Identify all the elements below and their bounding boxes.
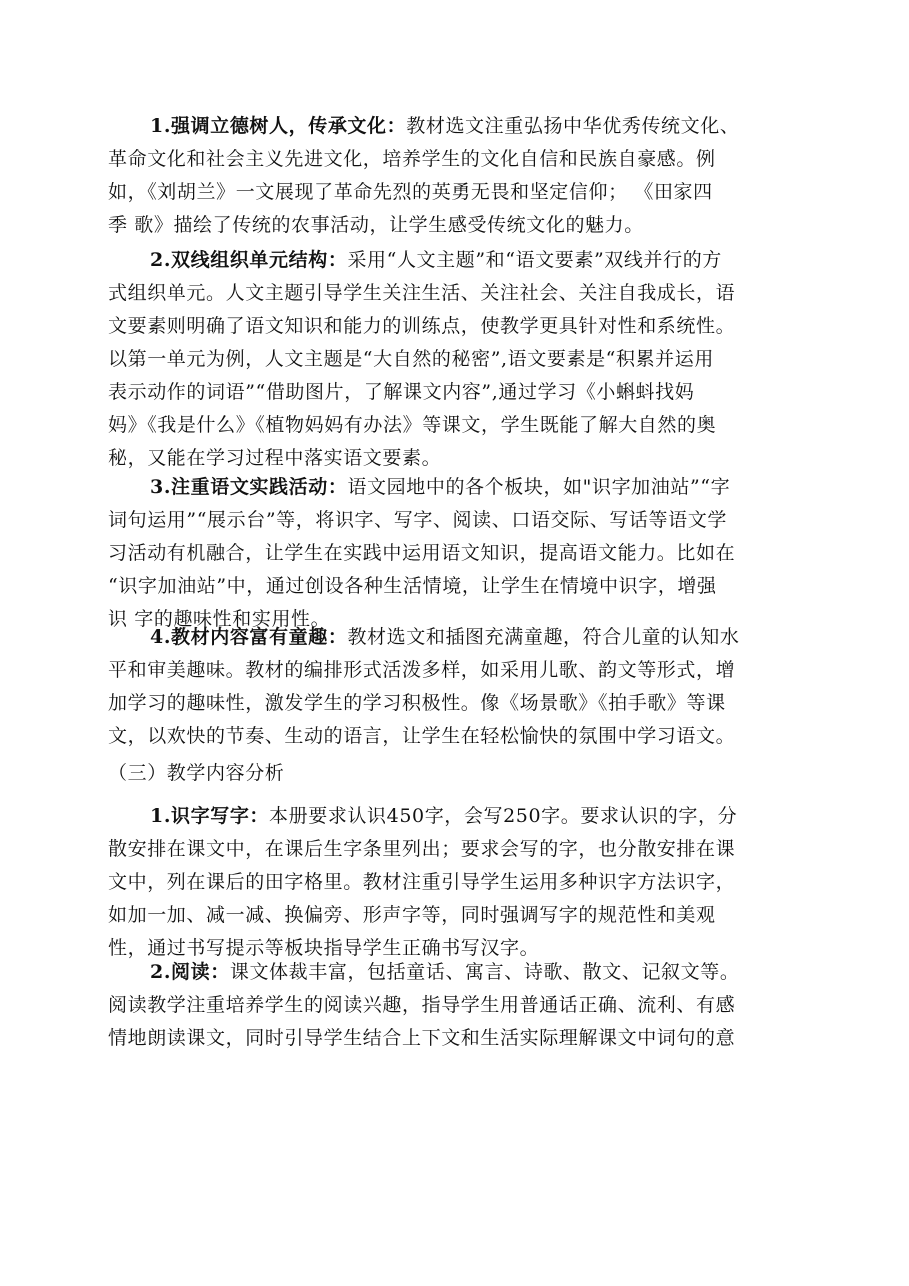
paragraph-text: 语文园地中的各个板块，如"识字加油站”“字: [347, 476, 731, 498]
paragraph-first-line: [108, 956, 808, 989]
paragraph-text: 采用“人文主题”和“语文要素”双线并行的方: [347, 249, 722, 271]
paragraph-line: 习活动有机融合，让学生在实践中运用语文知识，提高语文能力。比如在: [108, 542, 736, 564]
paragraph-first-line: [108, 471, 808, 504]
paragraph-moral-education: [108, 110, 808, 242]
paragraph-line: 文要素则明确了语文知识和能力的训练点，使教学更具针对性和系统性。: [108, 315, 736, 337]
paragraph-line: 如，《刘胡兰》一文展现了革命先烈的英勇无畏和坚定信仰； 《田家四: [108, 181, 713, 203]
paragraph-line: 文中，列在课后的田字格里。教材注重引导学生运用多种识字方法识字，: [108, 871, 736, 893]
paragraph-first-line: [108, 244, 808, 277]
paragraph-line: 性，通过书写提示等板块指导学生正确书写汉字。: [108, 937, 540, 959]
paragraph-first-line: [108, 800, 808, 833]
paragraph-text: 教材选文注重弘扬中华优秀传统文化、: [406, 115, 740, 137]
paragraph-line: 平和审美趣味。教材的编排形式活泼多样，如采用儿歌、韵文等形式，增: [108, 659, 736, 681]
paragraph-text: 教材选文和插图充满童趣，符合儿童的认知水: [347, 626, 740, 648]
paragraph-heading: 1.强调立德树人，传承文化：: [150, 115, 407, 137]
paragraph-reading: [108, 956, 808, 1055]
paragraph-line: “识字加油站”中，通过创设各种生活情境，让学生在情境中识字，增强: [108, 575, 717, 597]
paragraph-heading: 3.注重语文实践活动：: [150, 476, 348, 498]
paragraph-line: 识 字的趣味性和实用性。: [108, 608, 331, 630]
paragraph-line: 秘，又能在学习过程中落实语文要素。: [108, 447, 442, 469]
paragraph-childlike-content: [108, 621, 808, 753]
paragraph-line: 文，以欢快的节奏、生动的语言，让学生在轻松愉快的氛围中学习语文。: [108, 725, 736, 747]
paragraph-line: 加学习的趣味性，激发学生的学习积极性。像《场景歌》《拍手歌》等课: [108, 692, 726, 714]
paragraph-first-line: [108, 621, 808, 654]
paragraph-dual-line-structure: [108, 244, 808, 475]
paragraph-text: 课文体裁丰富，包括童话、寓言、诗歌、散文、记叙文等。: [229, 961, 740, 983]
paragraph-heading: 4.教材内容富有童趣：: [150, 626, 348, 648]
paragraph-heading: 1.识字写字：: [150, 805, 270, 827]
paragraph-line: 革命文化和社会主义先进文化，培养学生的文化自信和民族自豪感。例: [108, 148, 716, 170]
paragraph-language-practice: [108, 471, 808, 636]
paragraph-line: 妈》《我是什么》《植物妈妈有办法》等课文，学生既能了解大自然的奥: [108, 414, 717, 436]
paragraph-first-line: [108, 110, 808, 143]
paragraph-line: 季 歌》描绘了传统的农事活动，让学生感受传统文化的魅力。: [108, 214, 644, 236]
paragraph-heading: 2.阅读：: [150, 961, 230, 983]
paragraph-heading: 2.双线组织单元结构：: [150, 249, 348, 271]
paragraph-line: 词句运用”“展示台”等，将识字、写字、阅读、口语交际、写话等语文学: [108, 509, 727, 531]
paragraph-line: 以第一单元为例，人文主题是“大自然的秘密”,语文要素是“积累并运用: [108, 348, 714, 370]
paragraph-line: 阅读教学注重培养学生的阅读兴趣，指导学生用普通话正确、流利、有感: [108, 994, 736, 1016]
paragraph-line: 式组织单元。人文主题引导学生关注生活、关注社会、关注自我成长，语: [108, 282, 736, 304]
paragraph-literacy-writing: [108, 800, 808, 965]
section-title: （三）教学内容分析: [108, 762, 285, 784]
paragraph-line: 表示动作的词语”“借助图片，了解课文内容”,通过学习《小蝌蚪找妈: [108, 381, 695, 403]
paragraph-line: 情地朗读课文，同时引导学生结合上下文和生活实际理解课文中词句的意: [108, 1027, 736, 1049]
paragraph-line: 如加一加、减一减、换偏旁、形声字等，同时强调写字的规范性和美观: [108, 904, 716, 926]
paragraph-text: 本册要求认识450字，会写250字。要求认识的字，分: [269, 805, 738, 827]
paragraph-line: 散安排在课文中，在课后生字条里列出；要求会写的字，也分散安排在课: [108, 838, 736, 860]
